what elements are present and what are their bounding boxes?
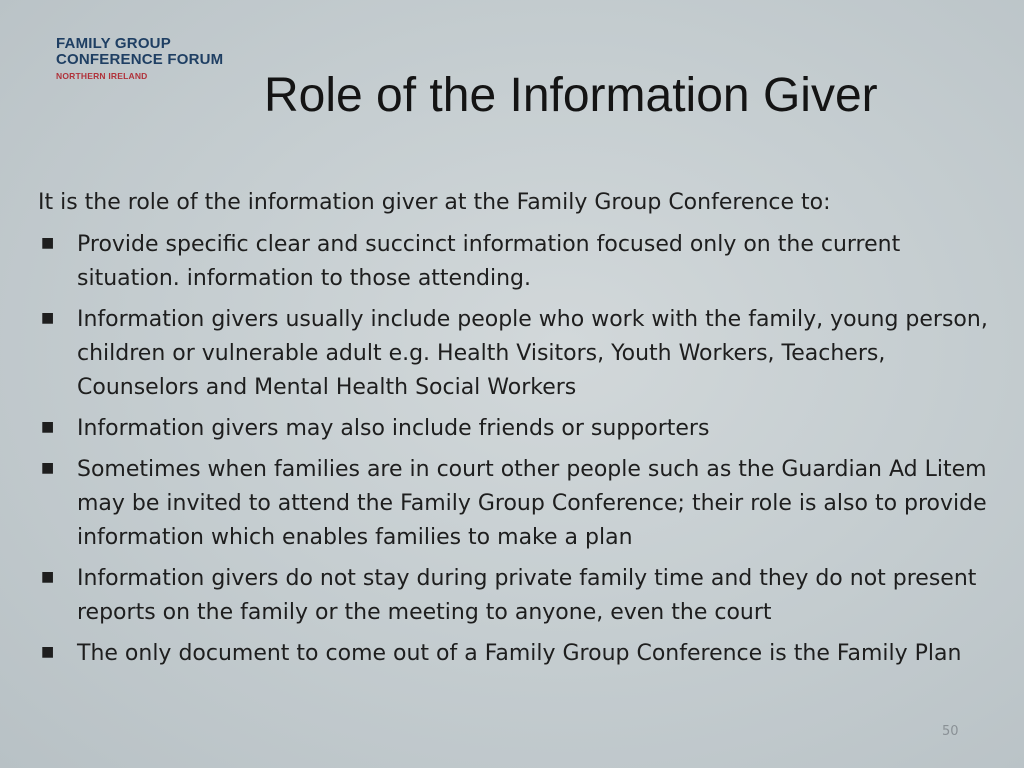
bullet-marker-icon: ■ bbox=[41, 569, 55, 585]
logo-line-1: FAMILY GROUP bbox=[56, 35, 171, 52]
bullet-marker-icon: ■ bbox=[41, 419, 55, 435]
slide-title: Role of the Information Giver bbox=[264, 69, 878, 122]
bullet-item bbox=[38, 228, 988, 296]
bullet-text: Sometimes when families are in court other people such as the Guardian Ad Litem may be invited to attend the Family Group Conference; their role is also to provide information which enables families to make a plan bbox=[77, 457, 987, 550]
bullet-text: The only document to come out of a Family Group Conference is the Family Plan bbox=[77, 641, 962, 666]
bullet-text: Provide specific clear and succinct information focused only on the current situation. information to those attending. bbox=[77, 232, 901, 291]
bullet-item bbox=[38, 412, 988, 446]
bullet-marker-icon: ■ bbox=[41, 460, 55, 476]
page-number: 50 bbox=[942, 724, 959, 739]
bullet-marker-icon: ■ bbox=[41, 310, 55, 326]
logo-line-2: CONFERENCE FORUM bbox=[56, 51, 224, 68]
bullet-text: Information givers usually include people who work with the family, young person, children or vulnerable adult e.g. Health Visitors, Youth Workers, Teachers, Counselors and Mental Health Social Workers bbox=[77, 307, 988, 400]
bullet-item bbox=[38, 637, 988, 671]
bullet-list bbox=[38, 228, 988, 678]
bullet-marker-icon: ■ bbox=[41, 644, 55, 660]
bullet-item bbox=[38, 453, 988, 555]
intro-text: It is the role of the information giver at the Family Group Conference to: bbox=[38, 190, 831, 215]
bullet-item bbox=[38, 562, 988, 630]
bullet-item bbox=[38, 303, 988, 405]
bullet-marker-icon: ■ bbox=[41, 235, 55, 251]
bullet-text: Information givers may also include friends or supporters bbox=[77, 416, 710, 441]
organization-logo bbox=[56, 36, 223, 81]
bullet-text: Information givers do not stay during private family time and they do not present reports on the family or the meeting to anyone, even the court bbox=[77, 566, 977, 625]
logo-line-3: NORTHERN IRELAND bbox=[56, 71, 148, 81]
